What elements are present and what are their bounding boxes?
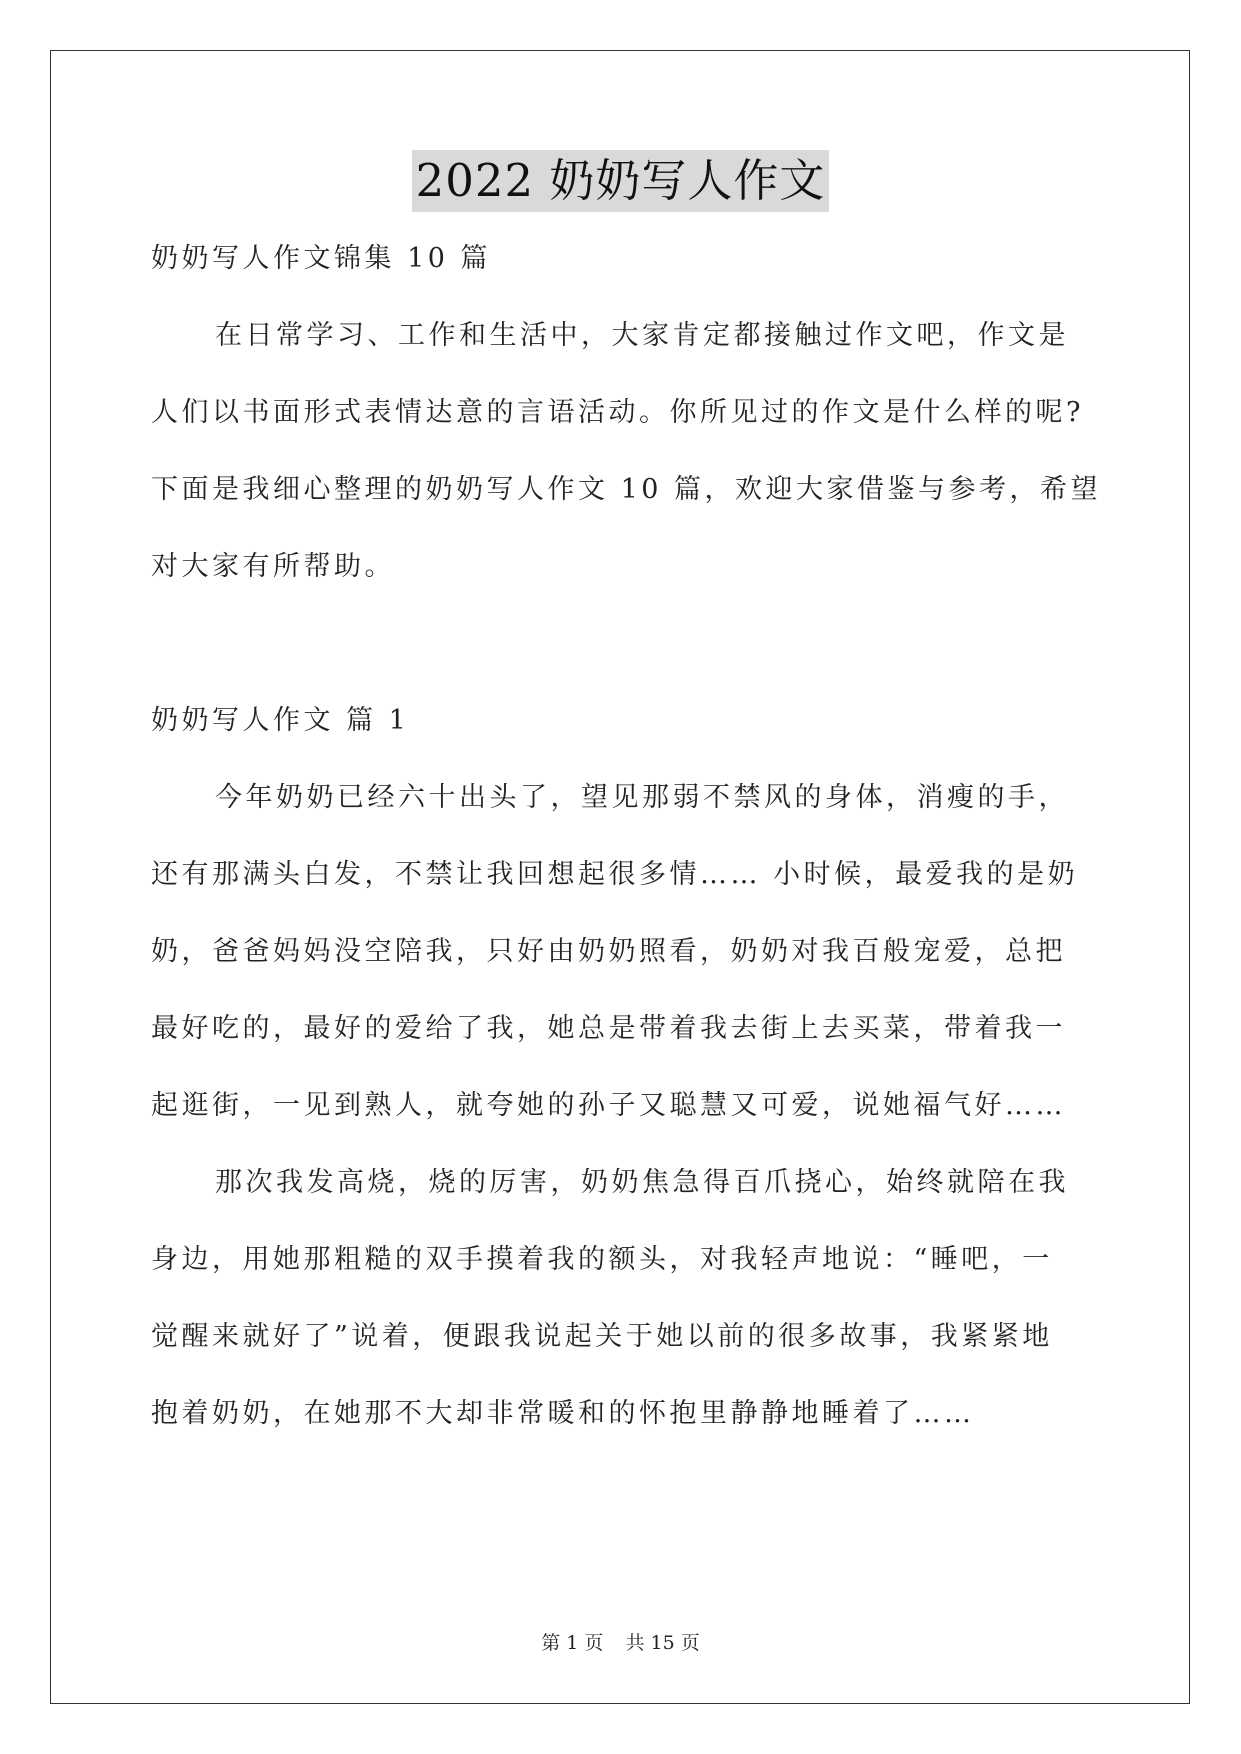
title-container <box>0 150 1241 212</box>
document-body <box>151 228 1102 1460</box>
paragraph1-line-4: 最好吃的，最好的爱给了我，她总是带着我去街上去买菜，带着我一 <box>151 1013 1066 1044</box>
section-heading: 奶奶写人作文 篇 1 <box>151 705 410 736</box>
intro-line-3: 下面是我细心整理的奶奶写人作文 10 篇，欢迎大家借鉴与参考，希望 <box>151 474 1102 505</box>
page-number-current: 第 1 页 <box>541 1632 604 1654</box>
paragraph2-line-1: 那次我发高烧，烧的厉害，奶奶焦急得百爪挠心，始终就陪在我 <box>215 1167 1069 1198</box>
document-title: 2022 奶奶写人作文 <box>412 150 830 212</box>
paragraph2-line-3: 觉醒来就好了”说着，便跟我说起关于她以前的很多故事，我紧紧地 <box>151 1321 1053 1352</box>
page-footer <box>0 1628 1241 1655</box>
paragraph2-line-2: 身边，用她那粗糙的双手摸着我的额头，对我轻声地说：“睡吧，一 <box>151 1244 1053 1275</box>
intro-line-1: 在日常学习、工作和生活中，大家肯定都接触过作文吧，作文是 <box>215 320 1069 351</box>
document-subtitle: 奶奶写人作文锦集 10 篇 <box>151 243 492 274</box>
paragraph2-line-4: 抱着奶奶，在她那不大却非常暖和的怀抱里静静地睡着了…… <box>151 1398 975 1429</box>
section-spacer <box>151 613 1093 690</box>
intro-line-2: 人们以书面形式表情达意的言语活动。你所见过的作文是什么样的呢? <box>151 397 1084 428</box>
paragraph1-line-1: 今年奶奶已经六十出头了，望见那弱不禁风的身体，消瘦的手， <box>215 782 1069 813</box>
page-number-total: 共 15 页 <box>625 1632 700 1654</box>
paragraph1-line-5: 起逛街，一见到熟人，就夸她的孙子又聪慧又可爱，说她福气好…… <box>151 1090 1066 1121</box>
paragraph1-line-2: 还有那满头白发，不禁让我回想起很多情…… 小时候，最爱我的是奶 <box>151 859 1079 890</box>
intro-line-4: 对大家有所帮助。 <box>151 551 395 582</box>
paragraph1-line-3: 奶，爸爸妈妈没空陪我，只好由奶奶照看，奶奶对我百般宠爱，总把 <box>151 936 1066 967</box>
